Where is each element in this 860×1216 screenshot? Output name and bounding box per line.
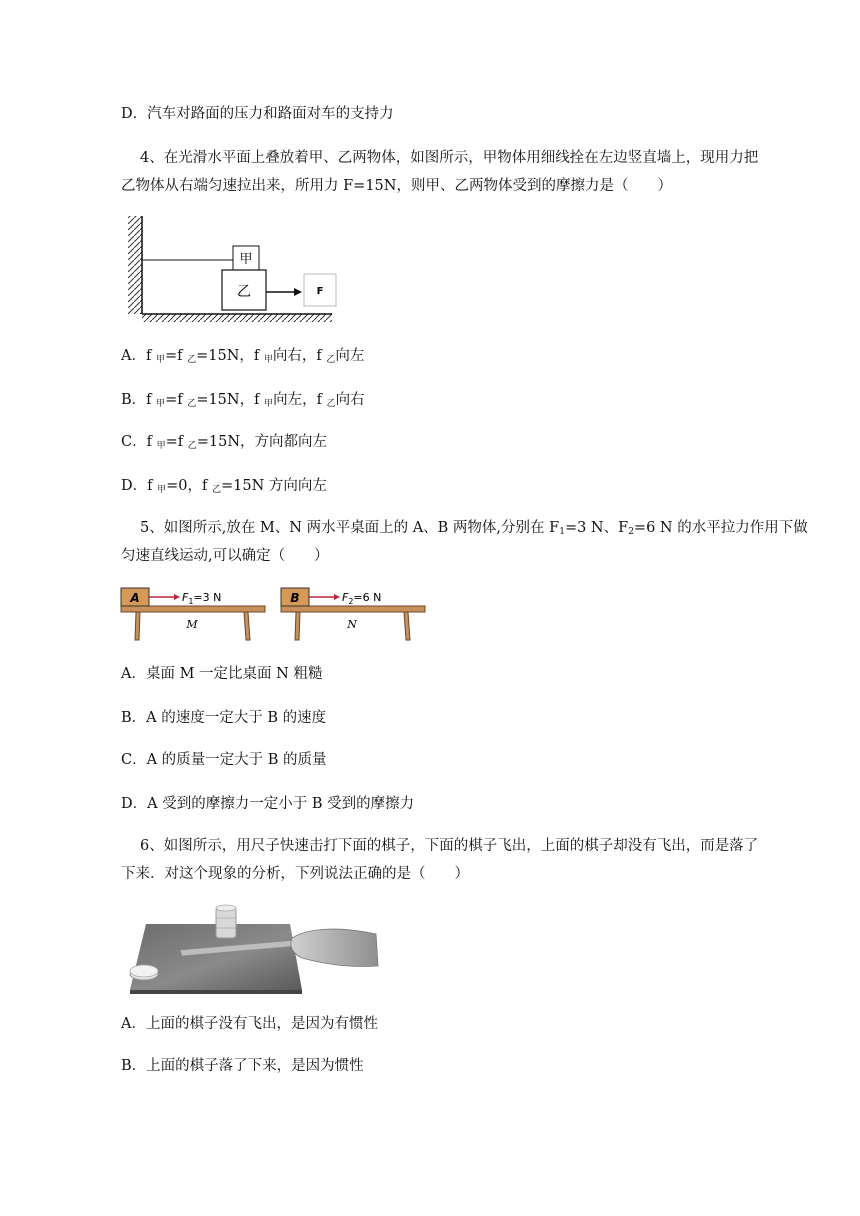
block-b-label: B <box>290 591 300 605</box>
table-n-label: N <box>347 618 357 631</box>
force-label: F <box>316 286 324 297</box>
q6-stem-line1: 6、如图所示，用尺子快速击打下面的棋子，下面的棋子飞出，上面的棋子却没有飞出，而是落了 <box>140 838 759 854</box>
floor-hatching <box>142 314 332 322</box>
q4-option-a: A．f $_甲$=f $_乙$=15N，f $_甲$向右，f $_乙$向左 <box>121 348 365 365</box>
q5-option-c: C．A 的质量一定大于 B 的质量 <box>121 752 327 768</box>
force-f1-label: $F_1=3$ N <box>182 591 222 606</box>
block-yi-label: 乙 <box>237 284 251 300</box>
force-f2-label: $F_2=6$ N <box>342 591 382 606</box>
q6-option-b: B．上面的棋子落了下来，是因为惯性 <box>121 1058 364 1074</box>
table-m <box>121 588 265 640</box>
board-edge <box>130 990 302 994</box>
force-f2-arrowhead <box>334 594 340 600</box>
q5-option-a: A．桌面 M 一定比桌面 N 粗糙 <box>121 666 323 682</box>
q5-stem-line1: 5、如图所示,放在 M、N 两水平桌面上的 A、B 两物体,分别在 $F_1=3$ N、$F_2=6$ N 的水平拉力作用下做 <box>140 520 808 537</box>
q6-option-a: A．上面的棋子没有飞出，是因为有惯性 <box>121 1016 378 1032</box>
q6-figure <box>124 904 380 996</box>
q6-stem-line2: 下来．对这个现象的分析，下列说法正确的是（ ） <box>121 866 469 882</box>
q5-stem-line2: 匀速直线运动,可以确定（ ） <box>121 548 329 564</box>
q5-option-b: B．A 的速度一定大于 B 的速度 <box>121 710 327 726</box>
table-n-leg-left <box>295 612 300 640</box>
flying-chess-piece-top <box>130 965 158 977</box>
q4-diagram <box>122 212 342 324</box>
q4-figure <box>122 212 342 324</box>
table-n <box>281 588 425 640</box>
q5-figure <box>120 586 430 646</box>
q4-stem-line2: 乙物体从右端匀速拉出来，所用力 F=15N，则甲、乙两物体受到的摩擦力是（ ） <box>121 178 672 194</box>
q4-option-c: C．f $_甲$=f $_乙$=15N，方向都向左 <box>121 434 328 451</box>
table-m-leg-right <box>244 612 250 640</box>
table-m-label: M <box>186 618 198 631</box>
hand <box>291 929 378 966</box>
table-n-top <box>281 606 425 612</box>
chess-stack <box>216 908 236 938</box>
q4-option-b: B．f $_甲$=f $_乙$=15N，f $_甲$向左，f $_乙$向右 <box>121 392 365 409</box>
chess-stack-top <box>216 905 236 911</box>
block-a-label: A <box>130 591 140 605</box>
table-m-leg-left <box>135 612 140 640</box>
q5-option-d: D．A 受到的摩擦力一定小于 B 受到的摩擦力 <box>121 796 415 812</box>
table-m-top <box>121 606 265 612</box>
block-jia-label: 甲 <box>239 252 253 267</box>
q3-option-d: D．汽车对路面的压力和路面对车的支持力 <box>121 106 394 122</box>
q5-diagram <box>120 586 430 646</box>
wall-hatching <box>128 216 142 314</box>
force-arrow-head <box>294 288 302 296</box>
q4-option-d: D．f $_甲$=0，f $_乙$=15N 方向向左 <box>121 478 327 495</box>
force-f1-arrowhead <box>174 594 180 600</box>
q4-stem-line1: 4、在光滑水平面上叠放着甲、乙两物体，如图所示，甲物体用细线拴在左边竖直墙上，现用力把 <box>140 150 759 166</box>
table-n-leg-right <box>404 612 410 640</box>
q6-photo <box>124 904 380 996</box>
